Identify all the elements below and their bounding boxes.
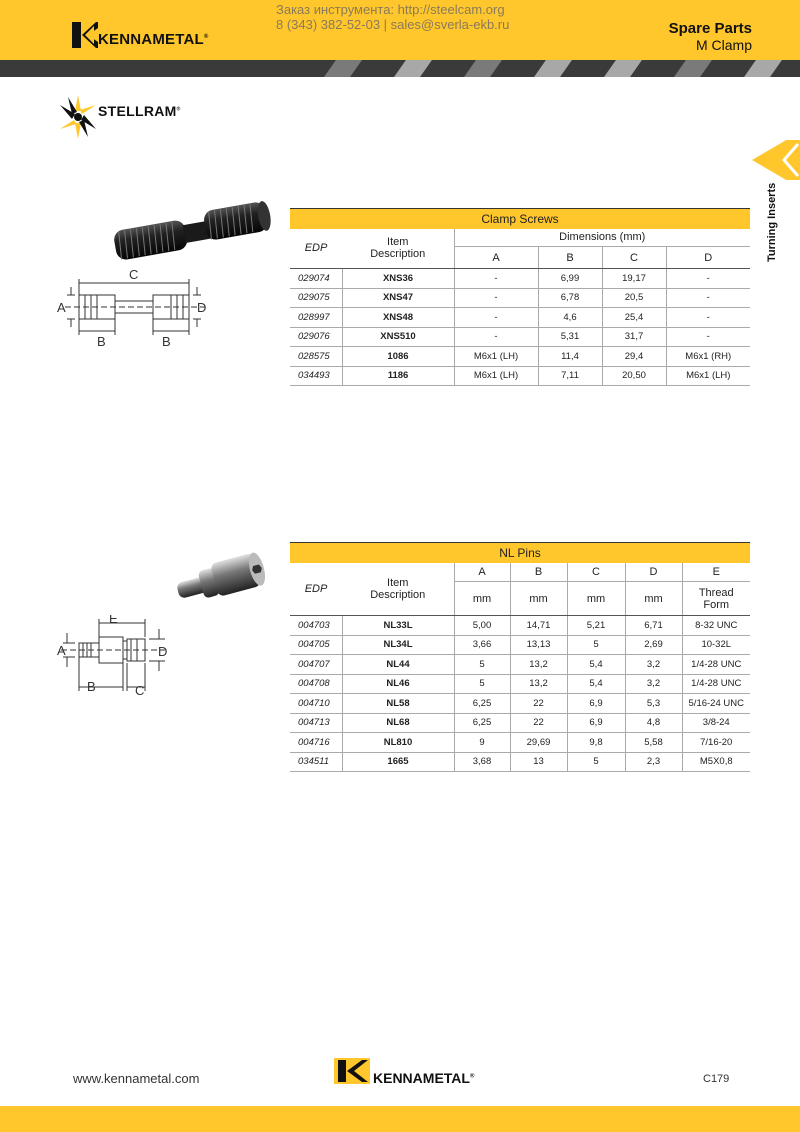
cell-c: 25,4 bbox=[602, 308, 666, 328]
nl-pins-table bbox=[290, 542, 750, 772]
col-c: C bbox=[567, 563, 625, 582]
table-row bbox=[290, 347, 750, 367]
table-row bbox=[290, 308, 750, 328]
cell-desc: XNS48 bbox=[342, 308, 454, 328]
stellram-star-icon bbox=[60, 93, 100, 141]
table-row bbox=[290, 655, 750, 675]
cell-c: 9,8 bbox=[567, 733, 625, 753]
section-title: Spare Parts bbox=[668, 20, 752, 37]
stripe bbox=[744, 60, 782, 77]
cell-b: 14,71 bbox=[510, 616, 567, 636]
cell-c: 5 bbox=[567, 752, 625, 772]
diagram-label-a: A bbox=[57, 300, 66, 315]
table-row bbox=[290, 616, 750, 636]
cell-e: 5/16-24 UNC bbox=[682, 694, 750, 714]
stripe bbox=[534, 60, 572, 77]
diagram-label-c: C bbox=[129, 267, 139, 282]
unit-b: mm bbox=[510, 582, 567, 616]
contact-line-2: 8 (343) 382-52-03 | sales@sverla-ekb.ru bbox=[276, 17, 510, 32]
cell-a: - bbox=[454, 308, 538, 328]
clamp-screws-title: Clamp Screws bbox=[290, 209, 750, 229]
cell-b: 7,11 bbox=[538, 366, 602, 386]
cell-d: 3,2 bbox=[625, 655, 682, 675]
cell-c: 5,21 bbox=[567, 616, 625, 636]
cell-desc: NL46 bbox=[342, 674, 454, 694]
header-brand: KENNAMETAL® bbox=[98, 31, 209, 48]
cell-edp: 004707 bbox=[290, 655, 342, 675]
col-item-description bbox=[342, 229, 454, 269]
cell-edp: 004713 bbox=[290, 713, 342, 733]
col-item-description bbox=[342, 563, 454, 616]
diagram-label-d: D bbox=[197, 300, 207, 315]
cell-a: M6x1 (LH) bbox=[454, 366, 538, 386]
col-item-label: Item bbox=[387, 576, 409, 589]
cell-d: 4,8 bbox=[625, 713, 682, 733]
cell-e: 7/16-20 bbox=[682, 733, 750, 753]
cell-a: - bbox=[454, 327, 538, 347]
cell-d: 2,3 bbox=[625, 752, 682, 772]
cell-d: 3,2 bbox=[625, 674, 682, 694]
cell-edp: 004716 bbox=[290, 733, 342, 753]
cell-desc: NL58 bbox=[342, 694, 454, 714]
cell-desc: 1086 bbox=[342, 347, 454, 367]
cell-a: M6x1 (LH) bbox=[454, 347, 538, 367]
section-subtitle: M Clamp bbox=[695, 37, 752, 53]
kennametal-logo-icon bbox=[72, 22, 98, 48]
cell-c: 6,9 bbox=[567, 713, 625, 733]
cell-b: 22 bbox=[510, 713, 567, 733]
header-stripe-band bbox=[0, 60, 800, 77]
cell-d: 5,3 bbox=[625, 694, 682, 714]
cell-a: 5,00 bbox=[454, 616, 510, 636]
col-e: E bbox=[682, 563, 750, 582]
cell-c: 31,7 bbox=[602, 327, 666, 347]
col-a: A bbox=[454, 563, 510, 582]
cell-a: - bbox=[454, 269, 538, 289]
table-row bbox=[290, 752, 750, 772]
cell-edp: 029074 bbox=[290, 269, 342, 289]
cell-edp: 004705 bbox=[290, 635, 342, 655]
cell-b: 6,78 bbox=[538, 288, 602, 308]
stripe bbox=[324, 60, 362, 77]
stripe bbox=[394, 60, 432, 77]
table-row bbox=[290, 733, 750, 753]
cell-b: 29,69 bbox=[510, 733, 567, 753]
cell-d: - bbox=[666, 269, 750, 289]
col-item-label: Item bbox=[387, 236, 409, 249]
cell-a: 6,25 bbox=[454, 694, 510, 714]
footer-brand: KENNAMETAL® bbox=[373, 1070, 475, 1086]
form-label: Form bbox=[703, 598, 730, 611]
contact-info bbox=[276, 2, 509, 32]
cell-e: 3/8-24 bbox=[682, 713, 750, 733]
thread-label: Thread bbox=[698, 586, 734, 599]
thread-form-header bbox=[682, 582, 750, 616]
col-b: B bbox=[510, 563, 567, 582]
cell-b: 6,99 bbox=[538, 269, 602, 289]
stripe bbox=[604, 60, 642, 77]
cell-desc: 1186 bbox=[342, 366, 454, 386]
cell-a: 6,25 bbox=[454, 713, 510, 733]
cell-c: 20,50 bbox=[602, 366, 666, 386]
cell-desc: NL68 bbox=[342, 713, 454, 733]
cell-desc: NL44 bbox=[342, 655, 454, 675]
side-tab bbox=[766, 182, 780, 266]
unit-c: mm bbox=[567, 582, 625, 616]
col-d: D bbox=[666, 247, 750, 269]
cell-c: 19,17 bbox=[602, 269, 666, 289]
cell-edp: 004708 bbox=[290, 674, 342, 694]
cell-a: 3,68 bbox=[454, 752, 510, 772]
cell-d: M6x1 (RH) bbox=[666, 347, 750, 367]
cell-b: 13,2 bbox=[510, 655, 567, 675]
cell-c: 5,4 bbox=[567, 655, 625, 675]
cell-d: 5,58 bbox=[625, 733, 682, 753]
cell-e: 1/4-28 UNC bbox=[682, 674, 750, 694]
cell-c: 29,4 bbox=[602, 347, 666, 367]
col-description-label: Description bbox=[370, 248, 426, 261]
stripe bbox=[674, 60, 712, 77]
cell-desc: XNS47 bbox=[342, 288, 454, 308]
cell-edp: 029075 bbox=[290, 288, 342, 308]
diagram-label-a: A bbox=[57, 643, 66, 658]
contact-line-1: Заказ инструмента: http://steelcam.org bbox=[276, 2, 505, 17]
cell-desc: NL810 bbox=[342, 733, 454, 753]
nl-pin-diagram bbox=[55, 615, 175, 695]
section-header bbox=[669, 20, 752, 54]
side-tab-label: Turning Inserts bbox=[766, 182, 778, 262]
cell-e: 1/4-28 UNC bbox=[682, 655, 750, 675]
stripe bbox=[464, 60, 502, 77]
cell-edp: 028575 bbox=[290, 347, 342, 367]
cell-b: 11,4 bbox=[538, 347, 602, 367]
cell-a: 5 bbox=[454, 674, 510, 694]
cell-c: 20,5 bbox=[602, 288, 666, 308]
cell-desc: 1665 bbox=[342, 752, 454, 772]
table-row bbox=[290, 635, 750, 655]
nl-pin-photo bbox=[170, 548, 270, 608]
clamp-screw-photo bbox=[105, 192, 275, 262]
cell-a: 5 bbox=[454, 655, 510, 675]
table-row bbox=[290, 366, 750, 386]
cell-edp: 034493 bbox=[290, 366, 342, 386]
cell-desc: NL33L bbox=[342, 616, 454, 636]
cell-a: - bbox=[454, 288, 538, 308]
dimensions-header: Dimensions (mm) bbox=[454, 229, 750, 247]
cell-e: 8-32 UNC bbox=[682, 616, 750, 636]
cell-c: 5,4 bbox=[567, 674, 625, 694]
col-edp: EDP bbox=[290, 229, 342, 269]
col-c: C bbox=[602, 247, 666, 269]
table-row bbox=[290, 269, 750, 289]
cell-d: 2,69 bbox=[625, 635, 682, 655]
nl-pins-title: NL Pins bbox=[290, 543, 750, 563]
diagram-label-b2: B bbox=[162, 334, 171, 349]
cell-edp: 004703 bbox=[290, 616, 342, 636]
cell-desc: XNS36 bbox=[342, 269, 454, 289]
side-tab-arrow-icon bbox=[752, 140, 800, 180]
diagram-label-d: D bbox=[158, 644, 168, 659]
cell-b: 13,2 bbox=[510, 674, 567, 694]
unit-d: mm bbox=[625, 582, 682, 616]
cell-b: 22 bbox=[510, 694, 567, 714]
cell-d: - bbox=[666, 327, 750, 347]
cell-edp: 028997 bbox=[290, 308, 342, 328]
footer-kennametal-logo-icon bbox=[334, 1058, 370, 1084]
cell-desc: NL34L bbox=[342, 635, 454, 655]
clamp-screw-diagram bbox=[55, 265, 225, 355]
unit-a: mm bbox=[454, 582, 510, 616]
cell-d: M6x1 (LH) bbox=[666, 366, 750, 386]
footer-url[interactable]: www.kennametal.com bbox=[73, 1071, 200, 1086]
cell-edp: 004710 bbox=[290, 694, 342, 714]
table-row bbox=[290, 327, 750, 347]
cell-d: - bbox=[666, 308, 750, 328]
stellram-brand: STELLRAM® bbox=[98, 103, 181, 119]
cell-b: 4,6 bbox=[538, 308, 602, 328]
cell-e: 10-32L bbox=[682, 635, 750, 655]
cell-e: M5X0,8 bbox=[682, 752, 750, 772]
clamp-screws-table bbox=[290, 208, 750, 386]
cell-desc: XNS510 bbox=[342, 327, 454, 347]
diagram-label-b: B bbox=[87, 679, 96, 694]
col-edp: EDP bbox=[290, 563, 342, 616]
table-row bbox=[290, 713, 750, 733]
col-a: A bbox=[454, 247, 538, 269]
cell-d: 6,71 bbox=[625, 616, 682, 636]
col-b: B bbox=[538, 247, 602, 269]
diagram-label-b1: B bbox=[97, 334, 106, 349]
cell-b: 5,31 bbox=[538, 327, 602, 347]
diagram-label-c: C bbox=[135, 683, 145, 695]
cell-edp: 034511 bbox=[290, 752, 342, 772]
cell-c: 6,9 bbox=[567, 694, 625, 714]
table-row bbox=[290, 288, 750, 308]
stellram-logo bbox=[60, 93, 210, 143]
table-row bbox=[290, 674, 750, 694]
page-number: C179 bbox=[703, 1073, 730, 1085]
cell-d: - bbox=[666, 288, 750, 308]
cell-a: 9 bbox=[454, 733, 510, 753]
cell-a: 3,66 bbox=[454, 635, 510, 655]
cell-b: 13,13 bbox=[510, 635, 567, 655]
cell-c: 5 bbox=[567, 635, 625, 655]
footer-bar bbox=[0, 1106, 800, 1132]
table-row bbox=[290, 694, 750, 714]
col-d: D bbox=[625, 563, 682, 582]
cell-b: 13 bbox=[510, 752, 567, 772]
cell-edp: 029076 bbox=[290, 327, 342, 347]
diagram-label-e: E bbox=[109, 615, 118, 626]
col-description-label: Description bbox=[370, 588, 426, 601]
